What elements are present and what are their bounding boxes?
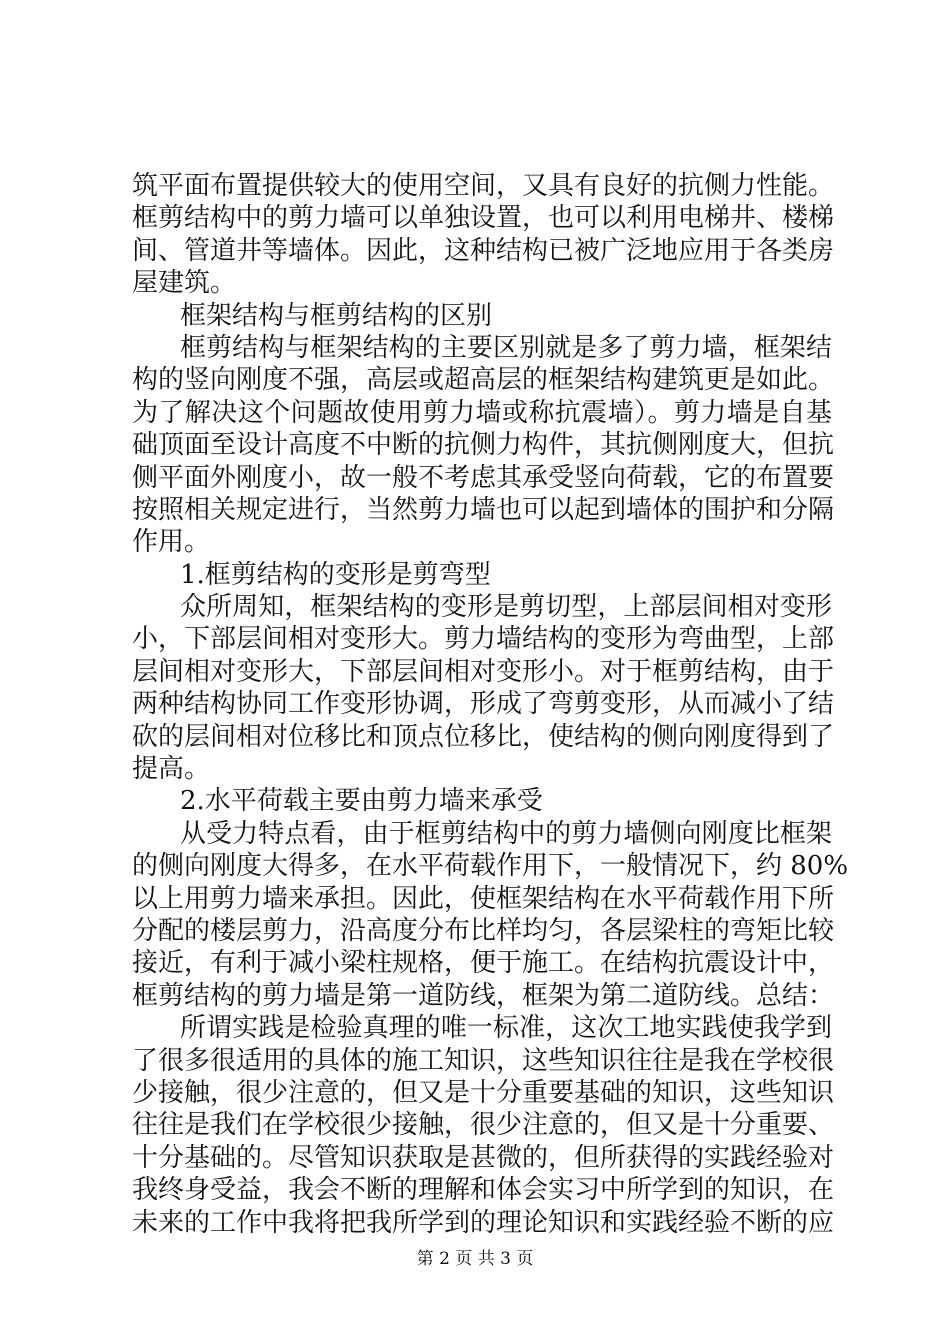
text-line: 屋建筑。	[132, 268, 237, 299]
text-line: 为了解决这个问题故使用剪力墙或称抗震墙）。剪力墙是自基	[132, 397, 832, 428]
text-line: 分配的楼层剪力，沿高度分布比样均匀，各层梁柱的弯矩比较	[132, 915, 835, 946]
text-line: 接近，有利于减小梁柱规格，便于施工。在结构抗震设计中，	[132, 948, 835, 979]
text-line: 间、管道井等墙体。因此，这种结构已被广泛地应用于各类房	[132, 235, 835, 266]
text-line: 作用。	[132, 527, 211, 558]
text-line: 框剪结构的剪力墙是第一道防线，框架为第二道防线。总结：	[132, 980, 835, 1011]
page-number-label: 第 2 页 共 3 页	[416, 1249, 534, 1269]
text-line: 以上用剪力墙来承担。因此，使框架结构在水平荷载作用下所	[132, 883, 835, 914]
text-line: 所谓实践是检验真理的唯一标准，这次工地实践使我学到	[180, 1013, 832, 1044]
text-line: 了很多很适用的具体的施工知识，这些知识往往是我在学校很	[132, 1045, 835, 1076]
text-line: 框剪结构与框架结构的主要区别就是多了剪力墙，框架结	[180, 332, 832, 363]
text-line: 未来的工作中我将把我所学到的理论知识和实践经验不断的应	[132, 1207, 835, 1238]
text-line: 少接触，很少注意的，但又是十分重要基础的知识，这些知识	[132, 1077, 835, 1108]
text-line: 筑平面布置提供较大的使用空间，又具有良好的抗侧力性能。	[132, 171, 835, 201]
text-line: 两种结构协同工作变形协调，形成了弯剪变形，从而减小了结	[132, 689, 835, 720]
section-heading: 1.框剪结构的变形是剪弯型	[180, 559, 491, 590]
section-heading: 框架结构与框剪结构的区别	[180, 300, 493, 331]
text-line: 侧平面外刚度小，故一般不考虑其承受竖向荷载，它的布置要	[132, 462, 835, 493]
text-line: 础顶面至设计高度不中断的抗侧力构件，其抗侧刚度大，但抗	[132, 430, 835, 461]
text-line: 往往是我们在学校很少接触，很少注意的，但又是十分重要、	[132, 1110, 835, 1141]
text-line: 砍的层间相对位移比和顶点位移比，使结构的侧向刚度得到了	[132, 721, 835, 752]
text-line: 我终身受益，我会不断的理解和体会实习中所学到的知识，在	[132, 1175, 835, 1206]
text-line: 层间相对变形大，下部层间相对变形小。对于框剪结构，由于	[132, 656, 835, 687]
text-line: 从受力特点看，由于框剪结构中的剪力墙侧向刚度比框架	[180, 818, 832, 849]
section-heading: 2.水平荷载主要由剪力墙来承受	[180, 786, 543, 817]
text-line: 框剪结构中的剪力墙可以单独设置，也可以利用电梯井、楼梯	[132, 203, 835, 234]
text-line: 十分基础的。尽管知识获取是甚微的，但所获得的实践经验对	[132, 1142, 835, 1173]
text-line: 的侧向刚度大得多，在水平荷载作用下，一般情况下，约 80%	[132, 851, 849, 882]
text-line: 按照相关规定进行，当然剪力墙也可以起到墙体的围护和分隔	[132, 494, 835, 525]
text-line: 提高。	[132, 754, 211, 785]
text-line: 小，下部层间相对变形大。剪力墙结构的变形为弯曲型，上部	[132, 624, 835, 655]
page-footer	[0, 1244, 950, 1269]
text-line: 众所周知，框架结构的变形是剪切型，上部层间相对变形	[180, 592, 832, 623]
document-body	[132, 170, 849, 1239]
text-line: 构的竖向刚度不强，高层或超高层的框架结构建筑更是如此。	[132, 365, 835, 396]
